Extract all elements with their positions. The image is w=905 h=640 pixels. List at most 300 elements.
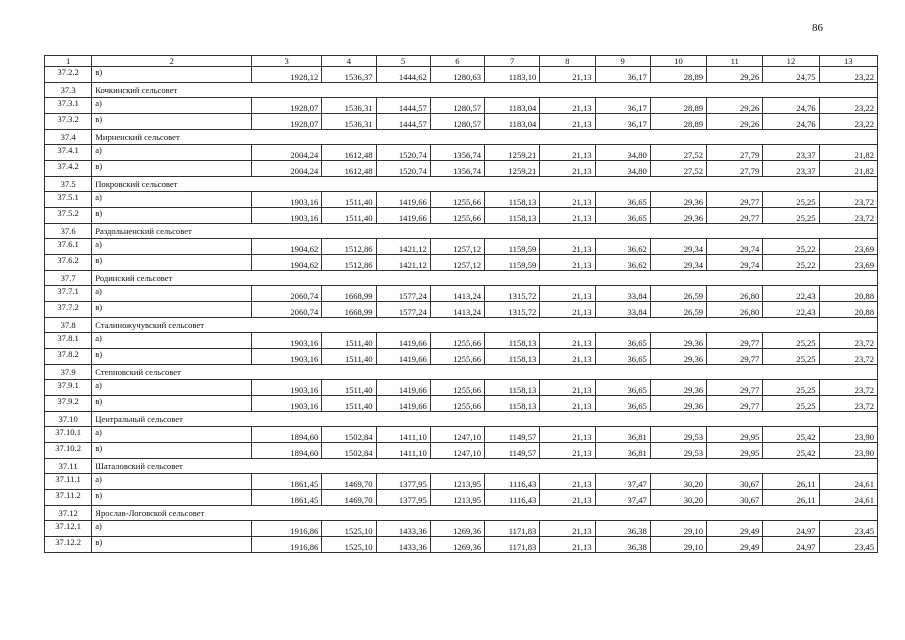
- value-cell: 1259,21: [485, 161, 540, 177]
- value-cell: 1903,16: [251, 396, 321, 412]
- table-row: [45, 161, 878, 177]
- section-row: [45, 459, 878, 474]
- column-header: 8: [540, 56, 595, 67]
- value-cell: 29,49: [707, 537, 763, 553]
- row-code: 37.12: [45, 506, 92, 521]
- value-cell: 1511,40: [322, 380, 376, 396]
- value-cell: 36,62: [595, 255, 650, 271]
- section-row: [45, 365, 878, 380]
- table-row: [45, 302, 878, 318]
- row-code: 37.8.2: [45, 349, 92, 365]
- value-cell: 1928,07: [251, 98, 321, 114]
- value-cell: 30,67: [707, 474, 763, 490]
- value-cell: 1903,16: [251, 380, 321, 396]
- column-header: 9: [595, 56, 650, 67]
- row-code: 37.4: [45, 130, 92, 145]
- column-header: 6: [430, 56, 484, 67]
- column-header: 7: [485, 56, 540, 67]
- table-row: [45, 427, 878, 443]
- value-cell: 21,13: [540, 145, 595, 161]
- value-cell: 1280,57: [430, 98, 484, 114]
- value-cell: 36,81: [595, 427, 650, 443]
- value-cell: 21,13: [540, 67, 595, 83]
- value-cell: 1413,24: [430, 302, 484, 318]
- value-cell: 25,25: [763, 380, 819, 396]
- value-cell: 1577,24: [376, 286, 430, 302]
- row-code: 37.4.2: [45, 161, 92, 177]
- table-row: [45, 380, 878, 396]
- row-code: 37.6.1: [45, 239, 92, 255]
- value-cell: 23,45: [819, 537, 877, 553]
- value-cell: 25,22: [763, 255, 819, 271]
- value-cell: 26,80: [707, 302, 763, 318]
- value-cell: 1916,86: [251, 521, 321, 537]
- row-code: 37.9.1: [45, 380, 92, 396]
- table-row: [45, 98, 878, 114]
- value-cell: 1171,83: [485, 521, 540, 537]
- row-code: 37.3.2: [45, 114, 92, 130]
- value-cell: 1444,57: [376, 114, 430, 130]
- value-cell: 27,79: [707, 161, 763, 177]
- value-cell: 1411,10: [376, 427, 430, 443]
- row-code: 37.10.1: [45, 427, 92, 443]
- row-code: 37.11.1: [45, 474, 92, 490]
- value-cell: 1894,60: [251, 443, 321, 459]
- value-cell: 34,80: [595, 145, 650, 161]
- value-cell: 26,11: [763, 474, 819, 490]
- value-cell: 1419,66: [376, 349, 430, 365]
- value-cell: 21,13: [540, 380, 595, 396]
- value-cell: 20,88: [819, 286, 877, 302]
- column-header: 10: [650, 56, 706, 67]
- value-cell: 21,13: [540, 396, 595, 412]
- value-cell: 23,72: [819, 396, 877, 412]
- value-cell: 1511,40: [322, 192, 376, 208]
- value-cell: 29,74: [707, 239, 763, 255]
- column-header: 11: [707, 56, 763, 67]
- value-cell: 21,13: [540, 521, 595, 537]
- value-cell: 23,90: [819, 427, 877, 443]
- value-cell: 29,77: [707, 349, 763, 365]
- value-cell: 29,77: [707, 396, 763, 412]
- value-cell: 1158,13: [485, 349, 540, 365]
- value-cell: 37,47: [595, 490, 650, 506]
- value-cell: 1903,16: [251, 192, 321, 208]
- row-code: 37.9.2: [45, 396, 92, 412]
- value-cell: 1419,66: [376, 380, 430, 396]
- value-cell: 1502,84: [322, 427, 376, 443]
- value-cell: 1916,86: [251, 537, 321, 553]
- value-cell: 1668,99: [322, 286, 376, 302]
- row-subitem: а): [92, 192, 252, 208]
- table-row: [45, 67, 878, 83]
- value-cell: 1280,57: [430, 114, 484, 130]
- value-cell: 1511,40: [322, 333, 376, 349]
- section-title: Центральный сельсовет: [92, 412, 878, 427]
- value-cell: 1257,12: [430, 239, 484, 255]
- row-code: 37.8: [45, 318, 92, 333]
- table-row: [45, 396, 878, 412]
- value-cell: 27,52: [650, 161, 706, 177]
- value-cell: 36,81: [595, 443, 650, 459]
- value-cell: 1356,74: [430, 161, 484, 177]
- section-title: Раздольненский сельсовет: [92, 224, 878, 239]
- value-cell: 1419,66: [376, 396, 430, 412]
- value-cell: 23,72: [819, 192, 877, 208]
- value-cell: 1904,62: [251, 255, 321, 271]
- table-row: [45, 255, 878, 271]
- value-cell: 1257,12: [430, 255, 484, 271]
- row-subitem: в): [92, 67, 252, 83]
- value-cell: 21,13: [540, 302, 595, 318]
- value-cell: 23,69: [819, 239, 877, 255]
- row-code: 37.4.1: [45, 145, 92, 161]
- row-code: 37.5: [45, 177, 92, 192]
- row-code: 37.3.1: [45, 98, 92, 114]
- row-subitem: в): [92, 208, 252, 224]
- value-cell: 21,13: [540, 333, 595, 349]
- value-cell: 1116,43: [485, 474, 540, 490]
- value-cell: 1903,16: [251, 333, 321, 349]
- value-cell: 1255,66: [430, 396, 484, 412]
- value-cell: 1255,66: [430, 192, 484, 208]
- value-cell: 29,36: [650, 192, 706, 208]
- value-cell: 24,61: [819, 490, 877, 506]
- value-cell: 1894,60: [251, 427, 321, 443]
- row-code: 37.12.1: [45, 521, 92, 537]
- value-cell: 30,67: [707, 490, 763, 506]
- value-cell: 1577,24: [376, 302, 430, 318]
- value-cell: 2004,24: [251, 161, 321, 177]
- value-cell: 1512,86: [322, 239, 376, 255]
- value-cell: 33,84: [595, 302, 650, 318]
- value-cell: 29,34: [650, 239, 706, 255]
- value-cell: 1469,70: [322, 474, 376, 490]
- row-subitem: в): [92, 537, 252, 553]
- section-row: [45, 83, 878, 98]
- value-cell: 25,25: [763, 333, 819, 349]
- section-title: Ярослав-Логовской сельсовет: [92, 506, 878, 521]
- value-cell: 21,13: [540, 98, 595, 114]
- value-cell: 29,36: [650, 396, 706, 412]
- value-cell: 23,22: [819, 67, 877, 83]
- value-cell: 34,80: [595, 161, 650, 177]
- value-cell: 25,42: [763, 427, 819, 443]
- value-cell: 37,47: [595, 474, 650, 490]
- value-cell: 26,59: [650, 302, 706, 318]
- row-subitem: в): [92, 302, 252, 318]
- table-row: [45, 145, 878, 161]
- value-cell: 1419,66: [376, 192, 430, 208]
- value-cell: 36,17: [595, 98, 650, 114]
- value-cell: 1520,74: [376, 145, 430, 161]
- value-cell: 36,65: [595, 208, 650, 224]
- row-subitem: в): [92, 161, 252, 177]
- value-cell: 22,43: [763, 286, 819, 302]
- value-cell: 1612,48: [322, 145, 376, 161]
- value-cell: 36,17: [595, 67, 650, 83]
- column-header: 4: [322, 56, 376, 67]
- row-code: 37.8.1: [45, 333, 92, 349]
- value-cell: 29,77: [707, 380, 763, 396]
- value-cell: 23,72: [819, 380, 877, 396]
- table-row: [45, 239, 878, 255]
- row-subitem: в): [92, 443, 252, 459]
- row-subitem: а): [92, 98, 252, 114]
- value-cell: 1536,31: [322, 98, 376, 114]
- value-cell: 1511,40: [322, 208, 376, 224]
- value-cell: 21,13: [540, 239, 595, 255]
- value-cell: 1183,04: [485, 114, 540, 130]
- table-row: [45, 349, 878, 365]
- row-subitem: а): [92, 427, 252, 443]
- header-row: [45, 56, 878, 67]
- value-cell: 36,65: [595, 380, 650, 396]
- value-cell: 1525,10: [322, 537, 376, 553]
- table-row: [45, 521, 878, 537]
- row-subitem: а): [92, 333, 252, 349]
- value-cell: 28,89: [650, 114, 706, 130]
- value-cell: 1861,45: [251, 490, 321, 506]
- value-cell: 1419,66: [376, 333, 430, 349]
- value-cell: 21,82: [819, 161, 877, 177]
- value-cell: 21,13: [540, 255, 595, 271]
- value-cell: 21,13: [540, 490, 595, 506]
- value-cell: 1315,72: [485, 302, 540, 318]
- value-cell: 1158,13: [485, 333, 540, 349]
- row-subitem: в): [92, 396, 252, 412]
- row-code: 37.6.2: [45, 255, 92, 271]
- row-code: 37.3: [45, 83, 92, 98]
- value-cell: 1377,95: [376, 490, 430, 506]
- row-subitem: а): [92, 474, 252, 490]
- value-cell: 36,65: [595, 333, 650, 349]
- value-cell: 1444,57: [376, 98, 430, 114]
- value-cell: 22,43: [763, 302, 819, 318]
- value-cell: 23,22: [819, 98, 877, 114]
- value-cell: 1525,10: [322, 521, 376, 537]
- value-cell: 1903,16: [251, 349, 321, 365]
- value-cell: 1158,13: [485, 192, 540, 208]
- value-cell: 36,65: [595, 349, 650, 365]
- table-row: [45, 474, 878, 490]
- value-cell: 30,20: [650, 474, 706, 490]
- value-cell: 36,65: [595, 396, 650, 412]
- value-cell: 1411,10: [376, 443, 430, 459]
- section-row: [45, 271, 878, 286]
- value-cell: 26,59: [650, 286, 706, 302]
- section-title: Кочкинский сельсовет: [92, 83, 878, 98]
- value-cell: 24,76: [763, 114, 819, 130]
- value-cell: 1280,63: [430, 67, 484, 83]
- value-cell: 1511,40: [322, 349, 376, 365]
- value-cell: 24,97: [763, 521, 819, 537]
- value-cell: 29,34: [650, 255, 706, 271]
- table-row: [45, 114, 878, 130]
- value-cell: 23,37: [763, 161, 819, 177]
- tariff-table: [44, 55, 878, 553]
- value-cell: 1903,16: [251, 208, 321, 224]
- value-cell: 26,11: [763, 490, 819, 506]
- row-subitem: а): [92, 239, 252, 255]
- value-cell: 24,76: [763, 98, 819, 114]
- value-cell: 1149,57: [485, 427, 540, 443]
- row-code: 37.2.2: [45, 67, 92, 83]
- row-subitem: в): [92, 114, 252, 130]
- row-subitem: а): [92, 145, 252, 161]
- value-cell: 29,95: [707, 427, 763, 443]
- value-cell: 1928,12: [251, 67, 321, 83]
- value-cell: 1159,59: [485, 239, 540, 255]
- value-cell: 29,36: [650, 380, 706, 396]
- value-cell: 25,25: [763, 349, 819, 365]
- section-row: [45, 224, 878, 239]
- value-cell: 23,37: [763, 145, 819, 161]
- value-cell: 29,53: [650, 427, 706, 443]
- value-cell: 1536,37: [322, 67, 376, 83]
- value-cell: 20,88: [819, 302, 877, 318]
- value-cell: 1904,62: [251, 239, 321, 255]
- value-cell: 1183,10: [485, 67, 540, 83]
- section-title: Мирненский сельсовет: [92, 130, 878, 145]
- value-cell: 29,10: [650, 521, 706, 537]
- value-cell: 23,22: [819, 114, 877, 130]
- value-cell: 21,13: [540, 161, 595, 177]
- value-cell: 21,13: [540, 427, 595, 443]
- page-number: 86: [812, 22, 823, 34]
- value-cell: 28,89: [650, 98, 706, 114]
- row-code: 37.5.2: [45, 208, 92, 224]
- column-header: 3: [251, 56, 321, 67]
- value-cell: 1444,62: [376, 67, 430, 83]
- section-title: Степновский сельсовет: [92, 365, 878, 380]
- value-cell: 36,65: [595, 192, 650, 208]
- row-code: 37.7.1: [45, 286, 92, 302]
- row-code: 37.9: [45, 365, 92, 380]
- value-cell: 24,75: [763, 67, 819, 83]
- value-cell: 1861,45: [251, 474, 321, 490]
- value-cell: 24,61: [819, 474, 877, 490]
- value-cell: 1421,12: [376, 239, 430, 255]
- value-cell: 1255,66: [430, 380, 484, 396]
- column-header: 5: [376, 56, 430, 67]
- value-cell: 29,77: [707, 333, 763, 349]
- value-cell: 1512,86: [322, 255, 376, 271]
- value-cell: 33,84: [595, 286, 650, 302]
- value-cell: 21,13: [540, 349, 595, 365]
- value-cell: 1116,43: [485, 490, 540, 506]
- table-row: [45, 443, 878, 459]
- value-cell: 21,13: [540, 537, 595, 553]
- value-cell: 23,72: [819, 349, 877, 365]
- value-cell: 23,72: [819, 208, 877, 224]
- row-code: 37.12.2: [45, 537, 92, 553]
- value-cell: 1255,66: [430, 333, 484, 349]
- value-cell: 1149,57: [485, 443, 540, 459]
- section-row: [45, 130, 878, 145]
- value-cell: 1612,48: [322, 161, 376, 177]
- value-cell: 27,52: [650, 145, 706, 161]
- value-cell: 25,25: [763, 396, 819, 412]
- value-cell: 23,90: [819, 443, 877, 459]
- value-cell: 25,42: [763, 443, 819, 459]
- value-cell: 29,26: [707, 114, 763, 130]
- section-row: [45, 318, 878, 333]
- value-cell: 1158,13: [485, 380, 540, 396]
- value-cell: 1511,40: [322, 396, 376, 412]
- value-cell: 1356,74: [430, 145, 484, 161]
- section-row: [45, 412, 878, 427]
- value-cell: 1413,24: [430, 286, 484, 302]
- value-cell: 29,36: [650, 208, 706, 224]
- column-header: 12: [763, 56, 819, 67]
- value-cell: 1928,07: [251, 114, 321, 130]
- table-header: [45, 56, 878, 67]
- row-code: 37.7: [45, 271, 92, 286]
- value-cell: 1213,95: [430, 490, 484, 506]
- row-code: 37.5.1: [45, 192, 92, 208]
- value-cell: 1158,13: [485, 396, 540, 412]
- value-cell: 28,89: [650, 67, 706, 83]
- value-cell: 29,77: [707, 208, 763, 224]
- value-cell: 29,26: [707, 98, 763, 114]
- value-cell: 29,49: [707, 521, 763, 537]
- value-cell: 29,74: [707, 255, 763, 271]
- value-cell: 21,13: [540, 208, 595, 224]
- value-cell: 29,95: [707, 443, 763, 459]
- value-cell: 1668,99: [322, 302, 376, 318]
- value-cell: 2004,24: [251, 145, 321, 161]
- value-cell: 21,13: [540, 443, 595, 459]
- value-cell: 1433,36: [376, 521, 430, 537]
- row-subitem: в): [92, 349, 252, 365]
- value-cell: 1433,36: [376, 537, 430, 553]
- section-title: Покровский сельсовет: [92, 177, 878, 192]
- value-cell: 1269,36: [430, 521, 484, 537]
- value-cell: 1469,70: [322, 490, 376, 506]
- value-cell: 29,53: [650, 443, 706, 459]
- value-cell: 21,13: [540, 114, 595, 130]
- value-cell: 27,79: [707, 145, 763, 161]
- row-code: 37.11.2: [45, 490, 92, 506]
- value-cell: 1377,95: [376, 474, 430, 490]
- value-cell: 1159,59: [485, 255, 540, 271]
- row-code: 37.11: [45, 459, 92, 474]
- row-subitem: в): [92, 490, 252, 506]
- value-cell: 25,22: [763, 239, 819, 255]
- table-row: [45, 192, 878, 208]
- value-cell: 36,38: [595, 521, 650, 537]
- row-code: 37.10.2: [45, 443, 92, 459]
- value-cell: 1247,10: [430, 427, 484, 443]
- value-cell: 2060,74: [251, 286, 321, 302]
- value-cell: 21,82: [819, 145, 877, 161]
- value-cell: 23,45: [819, 521, 877, 537]
- value-cell: 30,20: [650, 490, 706, 506]
- value-cell: 1255,66: [430, 349, 484, 365]
- value-cell: 1158,13: [485, 208, 540, 224]
- row-code: 37.10: [45, 412, 92, 427]
- table-row: [45, 286, 878, 302]
- value-cell: 23,72: [819, 333, 877, 349]
- value-cell: 21,13: [540, 192, 595, 208]
- section-title: Шаталовский сельсовет: [92, 459, 878, 474]
- value-cell: 1536,31: [322, 114, 376, 130]
- value-cell: 36,38: [595, 537, 650, 553]
- value-cell: 1502,84: [322, 443, 376, 459]
- table-row: [45, 490, 878, 506]
- row-subitem: а): [92, 286, 252, 302]
